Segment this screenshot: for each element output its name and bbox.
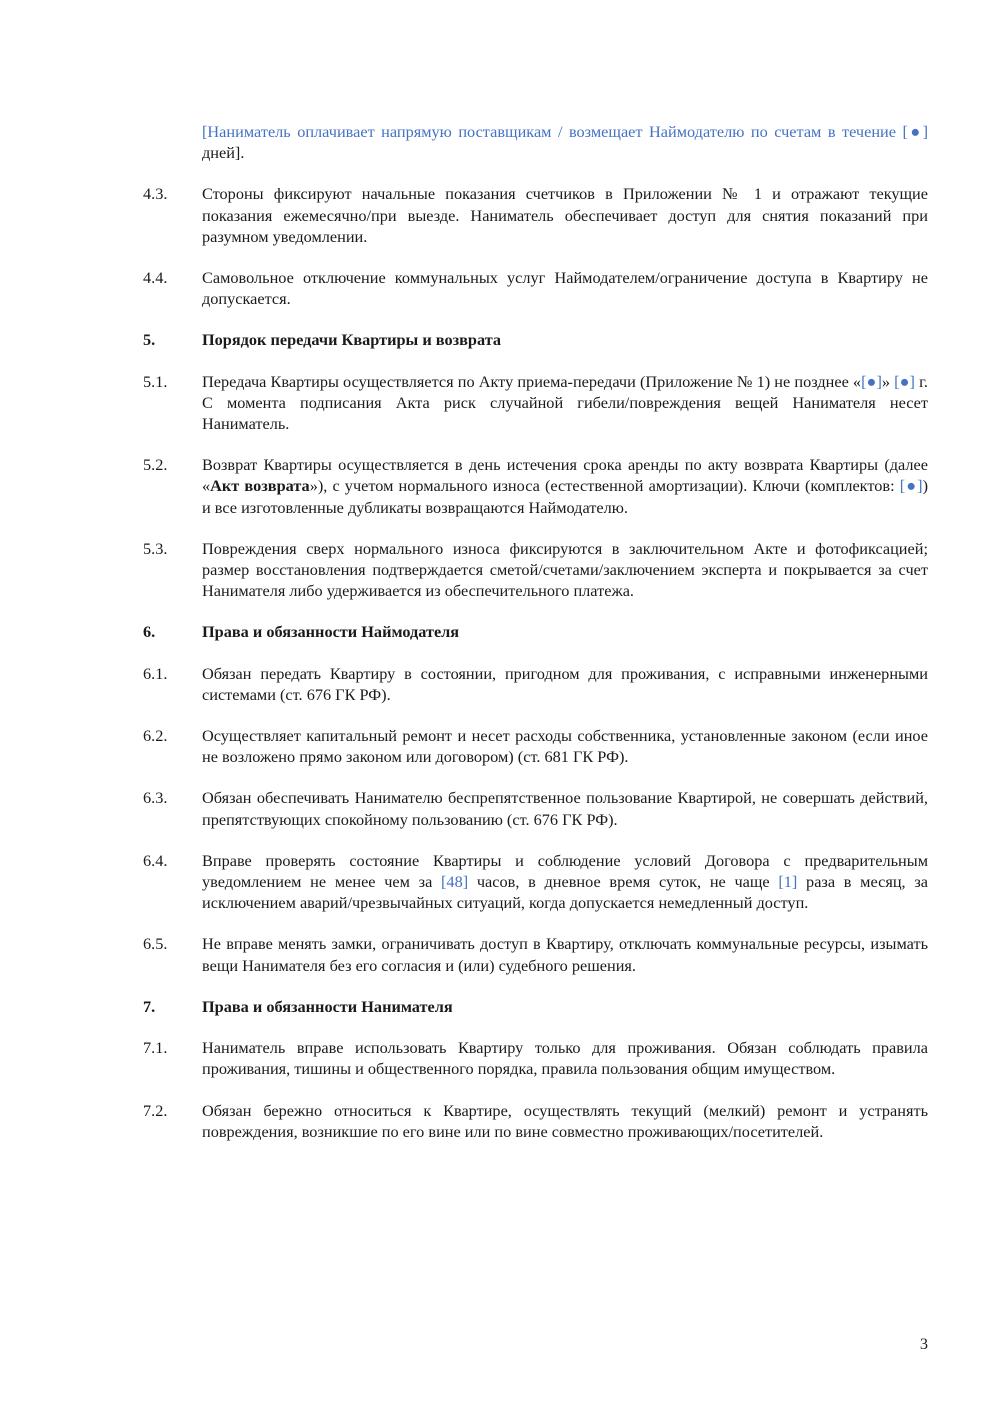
page-number: 3 (919, 1334, 928, 1353)
clause-number: 6.5. (143, 934, 168, 954)
clause-4-3 (143, 183, 928, 247)
clause-text: Самовольное отключение коммунальных услуг Наймодателем/ограничение доступа в Квартиру не допускается. (202, 268, 928, 309)
clause-text-fragment: Вправе проверять состояние Квартиры и соблюдение условий Договора с предварительным уведомлением не менее чем за (202, 850, 928, 892)
clause-text-fragment: Возврат Квартиры осуществляется в день истечения срока аренды по акту возврата Квартиры (далее « (202, 455, 928, 496)
clause-number: 5.2. (143, 455, 168, 475)
clause-4-4 (143, 267, 928, 309)
clause-text-fragment: раза в месяц, за исключением аварий/чрезвычайных ситуаций, когда допускается немедленный доступ. (202, 872, 928, 913)
clause-number: 7.1. (143, 1038, 168, 1058)
clause-text: Обязан бережно относиться к Квартире, осуществлять текущий (мелкий) ремонт и устранять повреждения, возникшие по его вине или по вине совместно проживающих/посетителей. (202, 1100, 928, 1141)
section-number: 7. (143, 996, 156, 1016)
clause-number: 6.2. (143, 726, 168, 746)
utilities-payment-option (143, 121, 928, 163)
clause-text-fragment: »), с учетом нормального износа (естественной амортизации). Ключи (комплектов: (309, 476, 900, 496)
clause-text-fragment: ) и все изготовленные дубликаты возвращаются Наймодателю. (202, 476, 928, 517)
clause-text: Повреждения сверх нормального износа фиксируются в заключительном Акте и фотофиксацией; размер восстановления подтверждается сметой/счетами/заключением эксперта и покрывается за счет Нанимателя либо удерживается из обеспечительного платежа. (202, 538, 928, 601)
placeholder-key-count: [●] (899, 476, 923, 496)
placeholder-frequency: [1] (778, 872, 798, 892)
placeholder-bullet: ● (907, 122, 923, 141)
clause-5-3 (143, 538, 928, 602)
placeholder-text: ] (922, 122, 928, 141)
clause-7-1 (143, 1037, 928, 1079)
clause-6-5 (143, 933, 928, 975)
clause-6-1 (143, 663, 928, 705)
clause-text: Осуществляет капитальный ремонт и несет расходы собственника, установленные законом (если иное не возложено прямо законом или договором) (ст. 681 ГК РФ). (202, 726, 928, 767)
clause-number: 5.3. (143, 538, 168, 558)
clause-text (202, 454, 928, 518)
clause-text: Не вправе менять замки, ограничивать доступ в Квартиру, отключать коммунальные ресурсы, изымать вещи Нанимателя без его согласия и (или) судебного решения. (202, 934, 928, 975)
section-title: Права и обязанности Наймодателя (202, 622, 460, 642)
clause-text-fragment: Передача Квартиры осуществляется по Акту приема-передачи (Приложение № 1) не позднее « (202, 371, 862, 391)
clause-6-3 (143, 787, 928, 829)
clause-text: Наниматель вправе использовать Квартиру только для проживания. Обязан соблюдать правила проживания, тишины и общественного порядка, правила пользования общим имуществом. (202, 1038, 928, 1079)
section-7-heading (143, 996, 928, 1017)
clause-text (202, 850, 928, 914)
clause-6-2 (143, 725, 928, 767)
clause-text (202, 371, 928, 435)
clause-7-2 (143, 1100, 928, 1142)
section-6-heading (143, 621, 928, 642)
clause-text: Обязан передать Квартиру в состоянии, пригодном для проживания, с исправными инженерными системами (ст. 676 ГК РФ). (202, 663, 928, 704)
clause-number: 6.3. (143, 788, 168, 808)
clause-text: Стороны фиксируют начальные показания счетчиков в Приложении № 1 и отражают текущие показания ежемесячно/при выезде. Наниматель обеспечивает доступ для снятия показаний при разумном уведомлении. (202, 184, 928, 246)
clause-text-fragment: » (881, 371, 895, 391)
paragraph-text-fragment: дней]. (202, 143, 245, 163)
clause-text: Обязан обеспечивать Нанимателю беспрепятственное пользование Квартирой, не совершать действий, препятствующих спокойному пользованию (ст. 676 ГК РФ). (202, 788, 928, 829)
clause-number: 4.4. (143, 268, 168, 288)
clause-number: 6.4. (143, 850, 168, 870)
clause-number: 4.3. (143, 184, 168, 204)
placeholder-month: [●] (894, 371, 915, 391)
clause-text-fragment: часов, в дневное время суток, не чаще (468, 872, 779, 892)
clause-text-fragment: г. С момента подписания Акта риск случайной гибели/повреждения вещей Нанимателя несет Наниматель. (202, 371, 928, 434)
section-title: Порядок передачи Квартиры и возврата (202, 330, 502, 350)
clause-number: 7.2. (143, 1100, 168, 1120)
document-body (143, 121, 928, 1162)
section-title: Права и обязанности Нанимателя (202, 996, 453, 1016)
clause-5-1 (143, 371, 928, 435)
section-number: 6. (143, 622, 156, 642)
placeholder-day: [●] (861, 371, 882, 391)
clause-5-2 (143, 454, 928, 518)
section-number: 5. (143, 330, 156, 350)
clause-6-4 (143, 850, 928, 914)
placeholder-hours: [48] (441, 872, 469, 892)
clause-number: 6.1. (143, 663, 168, 683)
paragraph-text (202, 121, 928, 163)
clause-number: 5.1. (143, 371, 168, 391)
section-5-heading (143, 329, 928, 350)
placeholder-text: [Наниматель оплачивает напрямую поставщикам / возмещает Наймодателю по счетам в течение [ (202, 122, 908, 141)
defined-term: Акт возврата (210, 476, 310, 496)
